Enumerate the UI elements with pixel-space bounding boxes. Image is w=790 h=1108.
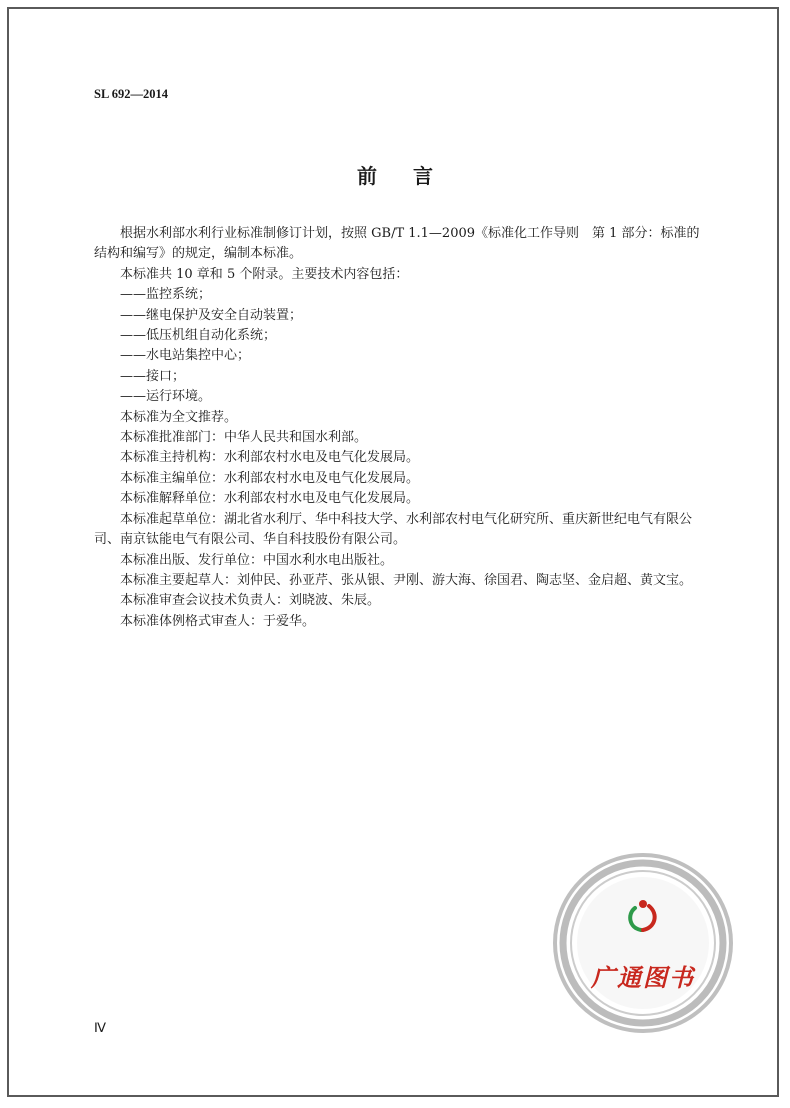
document-body [94,224,712,632]
content-item: ——接口； [120,368,186,384]
info-line: 本标准为全文推荐。 [120,409,238,425]
info-line: 本标准出版、发行单位：中国水利水电出版社。 [120,552,394,568]
scope-paragraph: 本标准共 10 章和 5 个附录。主要技术内容包括： [120,266,409,282]
info-line: 本标准主要起草人：刘仲民、孙亚芹、张从银、尹刚、游大海、徐国君、陶志坚、金启超、黄文宝。 [120,572,693,588]
content-item: ——监控系统； [120,287,212,303]
info-line: 本标准起草单位：湖北省水利厅、华中科技大学、水利部农村电气化研究所、重庆新世纪电气有限公司、南京钛能电气有限公司、华自科技股份有限公司。 [94,511,693,548]
info-line: 本标准体例格式审查人：于爱华。 [120,613,316,629]
content-item: ——运行环境。 [120,389,212,405]
standard-number: SL 692—2014 [94,87,168,101]
info-line: 本标准审查会议技术负责人：刘晓波、朱辰。 [120,593,381,609]
info-line: 本标准解释单位：水利部农村水电及电气化发展局。 [120,491,420,507]
page-number: Ⅳ [94,1020,106,1035]
info-line: 本标准批准部门：中华人民共和国水利部。 [120,430,368,446]
content-item: ——水电站集控中心； [120,348,251,364]
content-item: ——低压机组自动化系统； [120,328,277,344]
stamp-text: 广通图书 [591,964,695,992]
page-title: 前言 [357,164,469,188]
info-line: 本标准主编单位：水利部农村水电及电气化发展局。 [120,470,420,486]
content-item: ——继电保护及安全自动装置； [120,307,303,323]
intro-paragraph: 根据水利部水利行业标准制修订计划，按照 GB/T 1.1—2009《标准化工作导则 第 1 部分：标准的结构和编写》的规定，编制本标准。 [94,226,700,262]
info-line: 本标准主持机构：水利部农村水电及电气化发展局。 [120,450,420,466]
stamp-seal [548,848,738,1038]
